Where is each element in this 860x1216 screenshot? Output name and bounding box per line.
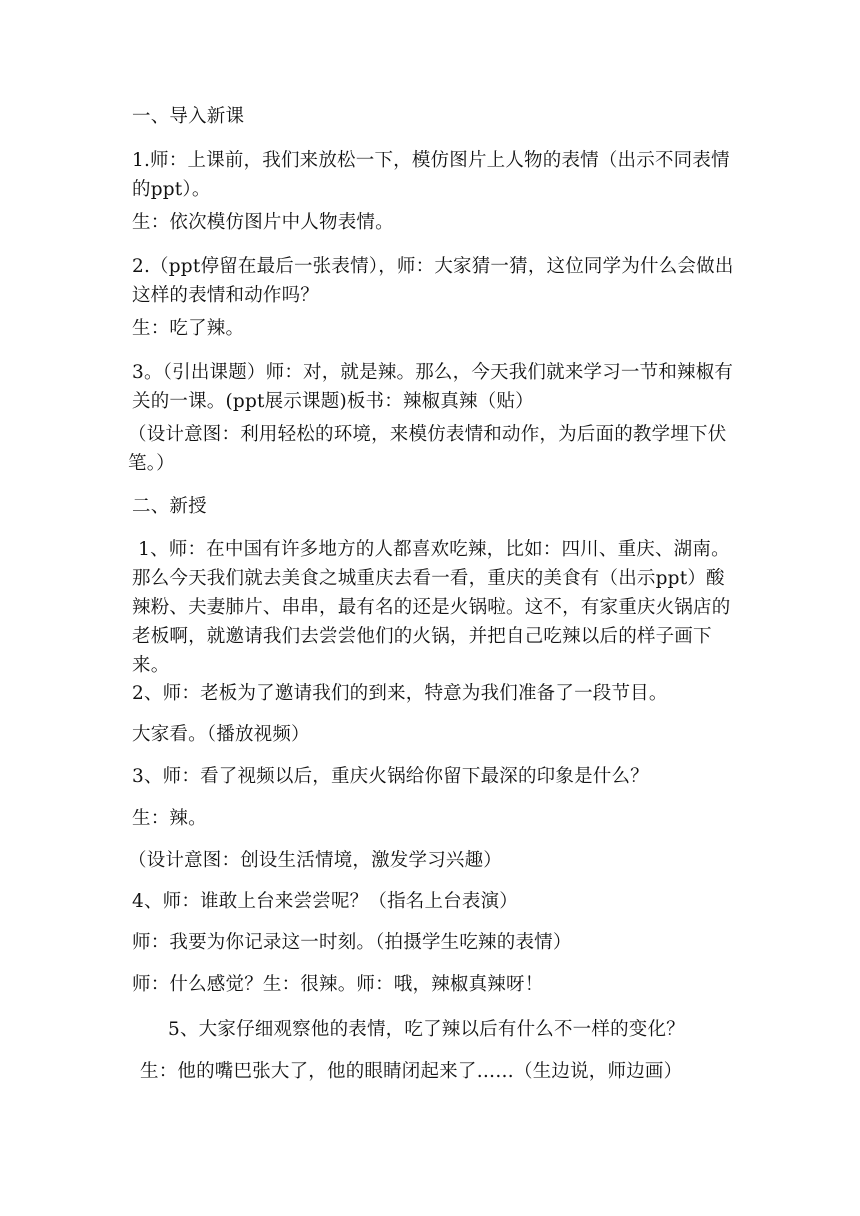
paragraph-new-step-2: 2、师：老板为了邀请我们的到来，特意为我们准备了一段节目。 [132, 683, 668, 704]
section-heading-intro: 一、导入新课 [132, 106, 245, 127]
paragraph-new-step-5: 5、大家仔细观察他的表情，吃了辣以后有什么不一样的变化？ [168, 1019, 685, 1040]
paragraph-step-1: 1.师：上课前，我们来放松一下，模仿图片上人物的表情（出示不同表情的ppt）。 [132, 150, 730, 200]
paragraph-step-2: 2.（ppt停留在最后一张表情），师：大家猜一猜，这位同学为什么会做出这样的表情和动作吗？ [132, 256, 734, 306]
paragraph-watch-video: 大家看。（播放视频） [132, 724, 310, 745]
paragraph-step-3: 3。（引出课题）师：对，就是辣。那么，今天我们就来学习一节和辣椒有关的一课。(ppt展示课题)板书：辣椒真辣（贴） [132, 362, 734, 412]
section-heading-new-lesson: 二、新授 [132, 496, 207, 517]
paragraph-record-moment: 师：我要为你记录这一时刻。（拍摄学生吃辣的表情） [132, 932, 572, 953]
paragraph-student-answer: 生：吃了辣。 [132, 318, 245, 339]
paragraph-design-intent-1: （设计意图：利用轻松的环境，来模仿表情和动作，为后面的教学埋下伏笔。） [128, 424, 727, 474]
paragraph-new-step-4: 4、师：谁敢上台来尝尝呢？（指名上台表演） [132, 891, 518, 912]
paragraph-feeling: 师：什么感觉？生：很辣。师：哦，辣椒真辣呀！ [132, 974, 544, 995]
paragraph-design-intent-2: （设计意图：创设生活情境，激发学习兴趣） [128, 850, 503, 871]
paragraph-student-spicy: 生：辣。 [132, 808, 207, 829]
paragraph-new-step-3: 3、师：看了视频以后，重庆火锅给你留下最深的印象是什么？ [132, 766, 649, 787]
paragraph-new-step-1: 1、师：在中国有许多地方的人都喜欢吃辣，比如：四川、重庆、湖南。那么今天我们就去美食之城重庆去看一看，重庆的美食有（出示ppt）酸辣粉、夫妻肺片、串串，最有名的还是火锅啦。这不，有家重庆火锅店的老板啊，就邀请我们去尝尝他们的火锅，并把自己吃辣以后的样子画下来。 [132, 539, 731, 676]
paragraph-student-description: 生：他的嘴巴张大了，他的眼睛闭起来了……（生边说，师边画） [140, 1061, 683, 1082]
paragraph-student-response: 生：依次模仿图片中人物表情。 [132, 212, 394, 233]
